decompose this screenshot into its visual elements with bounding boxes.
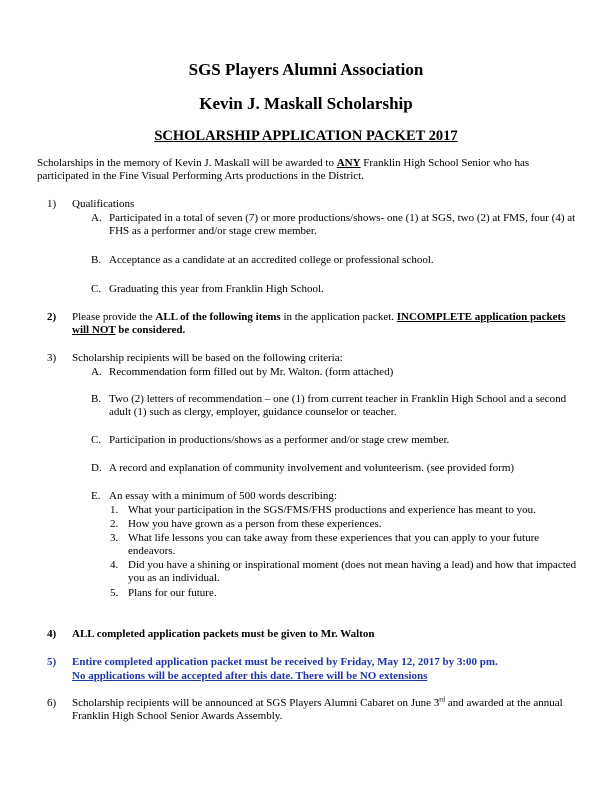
org-title: SGS Players Alumni Association [188,60,424,79]
essay-5-text: Plans for our future. [128,587,217,599]
item-1c-letter: C. [91,283,102,295]
item-3e-text: An essay with a minimum of 500 words describing: [109,490,337,502]
item-6-number: 6) [47,697,57,709]
essay-1-text: What your participation in the SGS/FMS/FHS productions and experience has meant to you. [128,504,536,516]
item-3b-letter: B. [91,393,102,405]
item-3b-text: Two (2) letters of recommendation – one (1) from current teacher in Franklin High School and a second adult (1) such as clergy, employer, guidance counselor or teacher. [109,393,567,418]
item-3-number: 3) [47,352,57,364]
item-3c-text: Participation in productions/shows as a performer and/or stage crew member. [109,434,450,446]
item-2-text: Please provide the ALL of the following items in the application packet. INCOMPLETE application packets will NOT be considered. [72,311,566,336]
essay-1-number: 1. [110,504,119,516]
item-1b-text: Acceptance as a candidate at an accredited college or professional school. [109,254,434,266]
item-1-number: 1) [47,198,57,210]
item-3c-letter: C. [91,434,102,446]
packet-title: SCHOLARSHIP APPLICATION PACKET 2017 [154,128,458,144]
essay-3-text: What life lessons you can take away from these experiences that you can apply to your future endeavors. [128,532,540,557]
item-1-title: Qualifications [72,198,135,210]
item-2-number: 2) [47,311,57,323]
essay-2-text: How you have grown as a person from these experiences. [128,518,382,530]
item-1a-text: Participated in a total of seven (7) or more productions/shows- one (1) at SGS, two (2) at FMS, four (4) at FHS as a performer and/or stage crew member. [109,212,576,237]
item-5-line-2: No applications will be accepted after this date. There will be NO extensions [72,670,428,682]
essay-4-number: 4. [110,559,119,571]
item-3d-text: A record and explanation of community involvement and volunteerism. (see provided form) [109,462,515,474]
essay-4-text: Did you have a shining or inspirational moment (does not mean having a lead) and how that impacted you as an individual. [128,559,577,584]
scholarship-title: Kevin J. Maskall Scholarship [199,94,413,113]
item-3a-letter: A. [91,366,102,378]
item-3-title: Scholarship recipients will be based on the following criteria: [72,352,343,364]
intro-emphasis: ANY [336,157,361,169]
item-6-text: Scholarship recipients will be announced at SGS Players Alumni Cabaret on June 3rd and awarded at the annual Franklin High School Senior Awards Assembly. [72,695,563,722]
item-1b-letter: B. [91,254,102,266]
essay-2-number: 2. [110,518,119,530]
item-3a-text: Recommendation form filled out by Mr. Walton. (form attached) [109,366,394,378]
item-4-number: 4) [47,628,57,640]
item-5-number: 5) [47,656,57,668]
intro-paragraph: Scholarships in the memory of Kevin J. Maskall will be awarded to ANY Franklin High School Senior who has participated in the Fine Visual Performing Arts productions in the District. [37,157,530,182]
item-1c-text: Graduating this year from Franklin High School. [109,283,324,295]
item-3d-letter: D. [91,462,102,474]
item-3e-letter: E. [91,490,101,502]
item-1a-letter: A. [91,212,102,224]
essay-3-number: 3. [110,532,119,544]
item-5-line-1: Entire completed application packet must be received by Friday, May 12, 2017 by 3:00 pm. [72,656,498,668]
essay-5-number: 5. [110,587,119,599]
item-4-text: ALL completed application packets must be given to Mr. Walton [72,628,375,640]
